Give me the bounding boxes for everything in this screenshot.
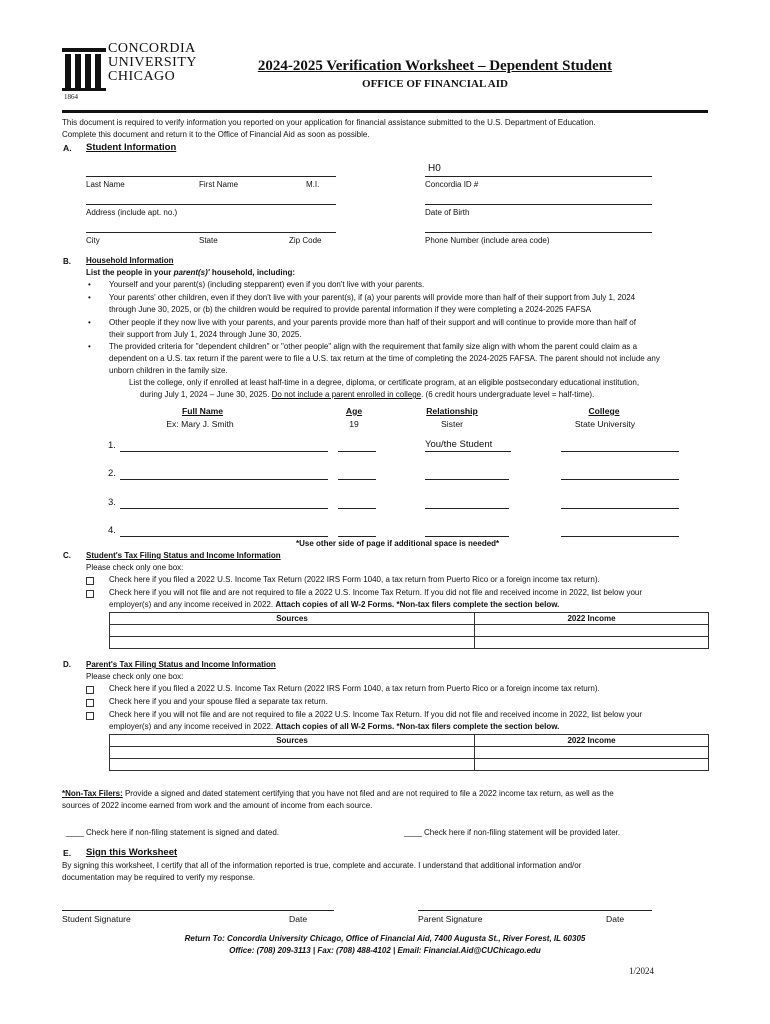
row-age-field[interactable] xyxy=(338,536,376,537)
section-e-letter: E. xyxy=(63,848,72,858)
income-header: 2022 Income xyxy=(475,735,709,747)
parent-income-table xyxy=(109,734,709,771)
row-college-field[interactable] xyxy=(561,536,679,537)
row-college-field[interactable] xyxy=(561,451,679,452)
nontax-text-1: *Non-Tax Filers: Provide a signed and dated statement certifying that you have not filed and are not required to file a 2022 income tax return, as well as the xyxy=(62,789,614,798)
nontax-text-2: sources of 2022 income earned from work and the amount of income from each source. xyxy=(62,801,373,810)
row-age-field[interactable] xyxy=(338,479,376,480)
header-relationship: Relationship xyxy=(426,406,478,416)
concordia-id-field[interactable] xyxy=(425,176,652,177)
parent-filed-checkbox[interactable] xyxy=(86,686,94,694)
bullet-2a: Your parents' other children, even if they don't live with your parent(s), if (a) your parents will provide more than half of their support from July 1, 2024 xyxy=(109,293,636,302)
bullet-3b: their support from July 1, 2024 through June 30, 2025. xyxy=(109,330,302,339)
college-note-a: List the college, only if enrolled at least half-time in a degree, diploma, or certificate program, at an eligible postsecondary educational institution, xyxy=(129,378,640,387)
bullet-4a: The provided criteria for "dependent children" or "other people" align with the requirement that family size align with whom the parent could claim as a xyxy=(109,342,638,351)
row-number: 1. xyxy=(108,440,116,451)
student-filed-checkbox[interactable] xyxy=(86,577,94,585)
source-cell[interactable] xyxy=(110,747,475,759)
header-age: Age xyxy=(345,406,363,416)
student-nonfiler-option: Check here if you will not file and are not required to file a 2022 U.S. Income Tax Return. If you did not file and received income in 2022, list below your xyxy=(109,588,643,597)
student-signature-field[interactable] xyxy=(62,910,334,911)
bullet-4c: unborn children in the family size. xyxy=(109,366,228,375)
section-a-letter: A. xyxy=(63,143,72,153)
example-age: 19 xyxy=(349,419,359,429)
city-state-zip-field[interactable] xyxy=(86,232,336,233)
phone-label: Phone Number (include area code) xyxy=(425,236,550,245)
intro-line2: Complete this document and return it to the Office of Financial Aid as soon as possible. xyxy=(62,130,370,139)
college-note-b: during July 1, 2024 – June 30, 2025. Do not include a parent enrolled in college. (6 credit hours undergraduate level = half-time). xyxy=(140,390,595,399)
header-college: College xyxy=(588,406,620,416)
university-logo xyxy=(62,42,202,104)
household-intro: List the people in your parent(s)' household, including: xyxy=(86,268,296,277)
concordia-id-value: H0 xyxy=(428,163,441,174)
dob-label: Date of Birth xyxy=(425,208,470,217)
sources-header: Sources xyxy=(110,735,475,747)
section-c-title: Student's Tax Filing Status and Income Information xyxy=(86,551,281,560)
name-field[interactable] xyxy=(86,176,336,177)
bullet-dot: • xyxy=(88,293,91,302)
address-field[interactable] xyxy=(86,204,336,205)
row-number: 3. xyxy=(108,497,116,508)
pillars-icon xyxy=(62,44,106,92)
income-cell[interactable] xyxy=(475,747,709,759)
page-footer-date: 1/2024 xyxy=(629,966,655,976)
row-college-field[interactable] xyxy=(561,508,679,509)
parent-nonfiler-checkbox[interactable] xyxy=(86,712,94,720)
section-d-check-one: Please check only one box: xyxy=(86,672,184,681)
state-label: State xyxy=(199,236,218,245)
section-b-letter: B. xyxy=(63,257,71,266)
section-d-letter: D. xyxy=(63,660,71,669)
student-date-label: Date xyxy=(289,914,308,924)
certify-text-2: documentation may be required to verify my response. xyxy=(62,873,255,882)
bullet-dot: • xyxy=(88,318,91,327)
student-signature-label: Student Signature xyxy=(62,914,131,924)
row-age-field[interactable] xyxy=(338,508,376,509)
row-relationship-value: You/the Student xyxy=(425,439,493,450)
dob-field[interactable] xyxy=(425,204,652,205)
source-cell[interactable] xyxy=(110,625,475,637)
nonfiling-later-check[interactable]: ____ Check here if non-filing statement will be provided later. xyxy=(404,828,621,837)
mi-label: M.I. xyxy=(306,180,320,189)
section-b-title: Household Information xyxy=(86,256,174,265)
row-name-field[interactable] xyxy=(120,479,328,480)
return-address: Return To: Concordia University Chicago, Office of Financial Aid, 7400 Augusta St., River Forest, IL 60305 xyxy=(184,934,586,943)
address-label: Address (include apt. no.) xyxy=(86,208,178,217)
example-name: Ex: Mary J. Smith xyxy=(166,419,234,429)
row-relationship-field[interactable] xyxy=(425,508,509,509)
parent-signature-field[interactable] xyxy=(418,910,652,911)
page-title: 2024-2025 Verification Worksheet – Dependent Student xyxy=(257,58,613,74)
section-d-title: Parent's Tax Filing Status and Income Information xyxy=(86,660,276,669)
income-header: 2022 Income xyxy=(475,613,709,625)
row-age-field[interactable] xyxy=(338,451,376,452)
row-name-field[interactable] xyxy=(120,508,328,509)
zip-label: Zip Code xyxy=(289,236,322,245)
contact-info: Office: (708) 209-3113 | Fax: (708) 488-4102 | Email: Financial.Aid@CUChicago.edu xyxy=(229,946,541,955)
section-e-title: Sign this Worksheet xyxy=(86,847,178,858)
last-name-label: Last Name xyxy=(86,180,125,189)
row-number: 2. xyxy=(108,468,116,479)
logo-line3: CHICAGO xyxy=(108,69,176,84)
concordia-id-label: Concordia ID # xyxy=(425,180,479,189)
row-number: 4. xyxy=(108,525,116,536)
source-cell[interactable] xyxy=(110,759,475,771)
parent-filed-option: Check here if you filed a 2022 U.S. Income Tax Return (2022 IRS Form 1040, a tax return from Puerto Rico or a foreign income tax return). xyxy=(109,684,600,693)
sources-header: Sources xyxy=(110,613,475,625)
row-name-field[interactable] xyxy=(120,536,328,537)
income-cell[interactable] xyxy=(475,625,709,637)
student-nonfiler-checkbox[interactable] xyxy=(86,590,94,598)
header-divider xyxy=(62,110,708,113)
section-a-title: Student Information xyxy=(86,142,177,153)
parent-separate-checkbox[interactable] xyxy=(86,699,94,707)
student-filed-option: Check here if you filed a 2022 U.S. Income Tax Return (2022 IRS Form 1040, a tax return from Puerto Rico or a foreign income tax return). xyxy=(109,575,600,584)
logo-line2: UNIVERSITY xyxy=(108,55,197,70)
intro-line1: This document is required to verify information you reported on your application for financial assistance submitted to the U.S. Department of Education. xyxy=(62,118,596,127)
bullet-4b: dependent on a U.S. tax return if the parent were to file a U.S. tax return at the time of completing the 2024-2025 FAFSA. The parent should not include any xyxy=(109,354,660,363)
student-nonfiler-option-2: employer(s) and any income received in 2022. Attach copies of all W-2 Forms. *Non-tax filers complete the section below. xyxy=(109,600,560,609)
bullet-1: Yourself and your parent(s) (including stepparent) even if you don't live with your parents. xyxy=(109,280,425,289)
phone-field[interactable] xyxy=(425,232,652,233)
income-cell[interactable] xyxy=(475,759,709,771)
section-c-letter: C. xyxy=(63,551,71,560)
nonfiling-signed-check[interactable]: ____ Check here if non-filing statement is signed and dated. xyxy=(66,828,280,837)
bullet-2b: through June 30, 2025, or (b) the children would be required to provide parental information if they were completing a 2024-2025 FAFSA xyxy=(109,305,592,314)
row-name-field[interactable] xyxy=(120,451,328,452)
bullet-3a: Other people if they now live with your parents, and your parents provide more than half of their support and will continue to provide more than half of xyxy=(109,318,636,327)
row-relationship-field[interactable] xyxy=(425,479,509,480)
example-college: State University xyxy=(574,419,636,429)
parent-nonfiler-option-2: employer(s) and any income received in 2022. Attach copies of all W-2 Forms. *Non-tax filers complete the section below. xyxy=(109,722,560,731)
student-income-table xyxy=(109,612,709,649)
certify-text-1: By signing this worksheet, I certify that all of the information reported is true, complete and accurate. I understand that additional information and/or xyxy=(62,861,582,870)
parent-date-label: Date xyxy=(606,914,625,924)
city-label: City xyxy=(86,236,100,245)
example-relationship: Sister xyxy=(441,419,463,429)
row-relationship-field[interactable] xyxy=(425,451,511,452)
parent-separate-option: Check here if you and your spouse filed a separate tax return. xyxy=(109,697,328,706)
row-relationship-field[interactable] xyxy=(425,536,509,537)
page-subtitle: OFFICE OF FINANCIAL AID xyxy=(362,78,508,90)
first-name-label: First Name xyxy=(199,180,239,189)
row-college-field[interactable] xyxy=(561,479,679,480)
parent-nonfiler-option: Check here if you will not file and are not required to file a 2022 U.S. Income Tax Return. If you did not file and received income in 2022, list below your xyxy=(109,710,643,719)
bullet-dot: • xyxy=(88,280,91,289)
bullet-dot: • xyxy=(88,342,91,351)
parent-signature-label: Parent Signature xyxy=(418,914,483,924)
additional-space-note: *Use other side of page if additional space is needed* xyxy=(296,539,500,548)
income-cell[interactable] xyxy=(475,637,709,649)
source-cell[interactable] xyxy=(110,637,475,649)
header-full-name: Full Name xyxy=(181,406,224,416)
section-c-check-one: Please check only one box: xyxy=(86,563,184,572)
logo-line1: CONCORDIA xyxy=(108,41,196,56)
logo-year: 1864 xyxy=(64,93,78,101)
